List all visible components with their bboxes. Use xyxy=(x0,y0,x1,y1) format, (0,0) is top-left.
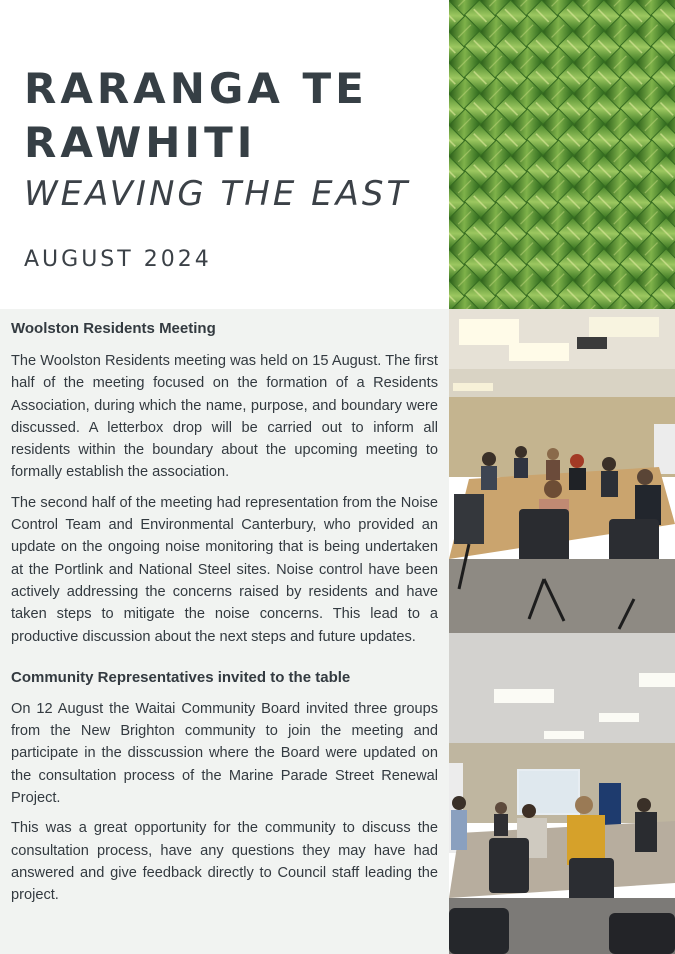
section-heading-community: Community Representatives invited to the table xyxy=(11,668,351,686)
woven-flax-image xyxy=(449,0,675,309)
paragraph: The second half of the meeting had representation from the Noise Control Team and Environmental Canterbury, who provided an update on the ongoing noise monitoring that is being undertaken at the Portlink and National Steel sites. Noise control have been actively addressing the concerns raised by residents and have taken steps to mitigate the noise concerns. This lead to a productive discussion about the next steps and future updates. xyxy=(11,494,438,645)
article-column xyxy=(0,309,449,954)
paragraph: On 12 August the Waitai Community Board invited three groups from the New Brighton community to join the meeting and participate in the disscussion where the Board were updated on the consultation process of the Marine Parade Street Renewal Project. xyxy=(11,700,438,807)
paragraph: The Woolston Residents meeting was held on 15 August. The first half of the meeting focused on the formation of a Residents Association, during which the name, purpose, and boundary were discussed. A letterbox drop will be carried out to inform all residents within the boundary about the upcoming meeting to formally establish the association. xyxy=(11,353,438,481)
title-line-1: RARANGA TE xyxy=(24,64,368,113)
issue-date: AUGUST 2024 xyxy=(24,247,212,272)
meeting-photo-woolston xyxy=(449,309,675,633)
newsletter-subtitle: WEAVING THE EAST xyxy=(24,174,411,214)
title-line-2: RAWHITI xyxy=(24,118,257,167)
paragraph: This was a great opportunity for the community to discuss the consultation process, have any questions they may have had answered and give feedback directly to Council staff leading the project. xyxy=(11,820,438,904)
section-heading-woolston: Woolston Residents Meeting xyxy=(11,320,216,337)
newsletter-title xyxy=(24,62,368,170)
meeting-photo-community-board xyxy=(449,633,675,954)
newsletter-header xyxy=(0,0,449,309)
